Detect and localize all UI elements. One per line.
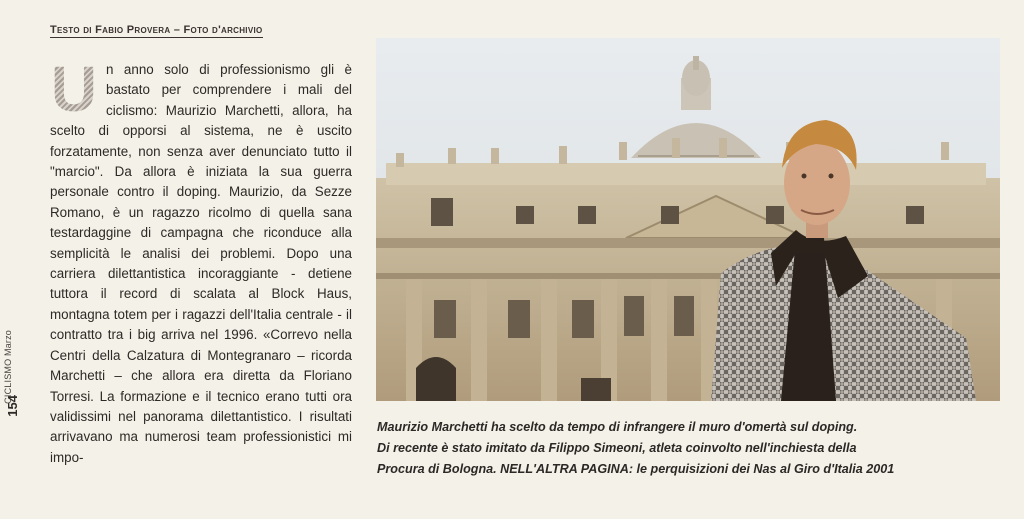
page-number: 154 <box>5 395 20 417</box>
magazine-name: CICLISMO Marzo <box>3 330 13 404</box>
article-text: n anno solo di professionismo gli è bastato per comprendere i mali del ciclismo: Maurizio Marchetti, allora, ha scelto di opporsi al sistema, ne è uscito forzatamente, non senza aver denunciato tutto il "marcio". Da allora è iniziata la sua guerra personale contro il doping. Maurizio, da Sezze Romano, è un ragazzo ricolmo di quella sana testardaggine di campagna che riconduce alla semplicità le analisi dei problemi. Dopo una carriera dilettantistica incoraggiante - detiene tuttora il record di scalata al Block Haus, montagna totem per i ragazzi dell'Italia centrale - il contratto tra i big arriva nel 1996. «Correvo nella Centri della Calzatura di Montegranaro – ricorda Marchetti – che allora era diretta da Floriano Torresi. La formazione e il tecnico erano tutti ora validissimi nel panorama dilettantistico. I risultati arrivavano ma numerosi team professionistici mi impo- <box>50 62 352 465</box>
article-body <box>50 53 352 468</box>
photo-caption <box>377 417 1007 480</box>
byline: Testo di Fabio Provera – Foto d'archivio <box>50 24 263 36</box>
photo-illustration <box>376 38 1000 401</box>
article-photo <box>376 38 1000 401</box>
caption-line-3: Procura di Bologna. NELL'ALTRA PAGINA: le perquisizioni dei Nas al Giro d'Italia 2001 <box>377 462 895 476</box>
caption-line-1: Maurizio Marchetti ha scelto da tempo di infrangere il muro d'omertà sul doping. <box>377 420 858 434</box>
drop-cap: U <box>50 53 98 125</box>
caption-line-2: Di recente è stato imitato da Filippo Simeoni, atleta coinvolto nell'inchiesta della <box>377 441 857 455</box>
